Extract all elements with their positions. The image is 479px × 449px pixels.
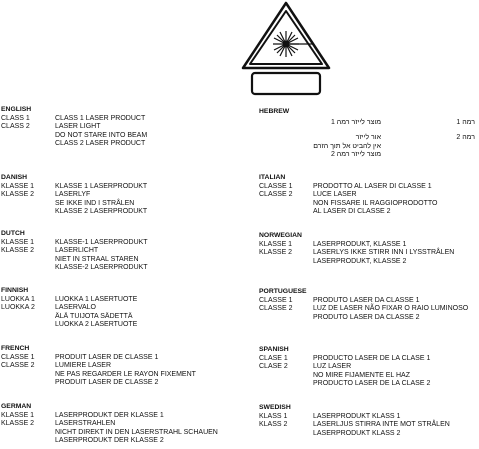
class-row — [259, 119, 475, 128]
class-row — [259, 297, 468, 306]
class-label: KLASSE 2 — [1, 247, 35, 255]
class-row — [259, 305, 468, 322]
class-label: CLASSE 1 — [1, 353, 35, 361]
class-row — [1, 296, 137, 305]
class-label: LUOKKA 1 — [1, 295, 35, 303]
class-text: KLASSE 2 LASERPRODUKT — [55, 208, 148, 216]
class-text: LUOKKA 1 LASERTUOTE — [55, 295, 138, 303]
class-text: LASERPRODUKT, KLASSE 2 — [313, 257, 407, 265]
class-text: NO MIRE FIJAMENTE EL HAZ — [313, 371, 410, 379]
lang-danish — [1, 174, 147, 217]
class-text: LUOKKA 2 LASERTUOTE — [55, 321, 138, 329]
class-label: CLASS 1 — [1, 114, 30, 122]
lang-title: HEBREW — [259, 108, 290, 115]
class-text: LASER LIGHT — [55, 123, 101, 131]
class-text: AL LASER DI CLASSE 2 — [313, 208, 391, 216]
class-row — [1, 191, 147, 217]
class-text: SE IKKE IND I STRÅLEN — [55, 199, 135, 207]
class-text: PRODUIT LASER DE CLASSE 2 — [55, 379, 159, 387]
class-text: LASERLYF — [55, 191, 91, 199]
class-row — [1, 420, 218, 446]
class-label: LUOKKA 2 — [1, 304, 35, 312]
class-text: LASERPRODUKT KLASS 1 — [313, 412, 401, 420]
class-row — [259, 355, 430, 364]
class-text: LASERLJUS STIRRA INTE MOT STRÅLEN — [313, 421, 450, 429]
lang-title: ENGLISH — [1, 106, 32, 113]
class-label: KLASSE 2 — [1, 191, 35, 199]
lang-french — [1, 345, 196, 388]
class-row — [1, 247, 148, 273]
class-row — [259, 134, 475, 160]
class-text: PRODUTO LASER DA CLASSE 2 — [313, 313, 420, 321]
laser-warning-triangle-icon — [238, 0, 334, 98]
class-label: CLASS 2 — [1, 123, 30, 131]
class-row — [259, 241, 454, 250]
class-row — [1, 354, 196, 363]
class-label: CLASSE 2 — [259, 305, 293, 313]
class-label: KLASSE 2 — [1, 420, 35, 428]
class-label: רמה 2 — [456, 134, 475, 142]
class-row — [1, 123, 147, 149]
lang-title: DUTCH — [1, 230, 25, 237]
class-text: ÄLÄ TUIJOTA SÄDETTÄ — [55, 312, 133, 320]
lang-german — [1, 403, 218, 446]
class-text: LUMIERE LASER — [55, 362, 112, 370]
lang-title: DANISH — [1, 174, 28, 181]
class-text: LASERPRODUKT DER KLASSE 2 — [55, 437, 164, 445]
class-text: LASERVALO — [55, 304, 96, 312]
class-label: KLASSE 1 — [1, 411, 35, 419]
lang-title: FRENCH — [1, 345, 30, 352]
class-row — [1, 362, 196, 388]
class-text: LUZ LASER — [313, 363, 352, 371]
class-text: DO NOT STARE INTO BEAM — [55, 131, 148, 139]
class-text: LASERPRODUKT, KLASSE 1 — [313, 240, 407, 248]
class-row — [259, 421, 450, 438]
class-row — [1, 239, 148, 248]
class-label: KLASSE 1 — [1, 238, 35, 246]
lang-title: SWEDISH — [259, 404, 291, 411]
class-label: CLASSE 2 — [1, 362, 35, 370]
lang-english — [1, 106, 147, 149]
class-text: PRODUTO LASER DA CLASSE 1 — [313, 296, 420, 304]
lang-title: GERMAN — [1, 403, 32, 410]
class-label: KLASSE 2 — [259, 249, 293, 257]
lang-title: FINNISH — [1, 287, 29, 294]
lang-title: PORTUGUESE — [259, 288, 307, 295]
class-row — [259, 183, 437, 192]
class-row — [1, 183, 147, 192]
class-text: מוצר לייזר רמה 2 — [330, 151, 381, 159]
class-text: LUZ DE LASER NÃO FIXAR O RAIO LUMINOSO — [313, 305, 469, 313]
class-label: KLASSE 1 — [259, 240, 293, 248]
class-text: NE PAS REGARDER LE RAYON FIXEMENT — [55, 370, 196, 378]
class-row — [259, 249, 454, 266]
lang-italian — [259, 174, 437, 217]
class-text: LASERSTRAHLEN — [55, 420, 116, 428]
class-text: CLASS 2 LASER PRODUCT — [55, 140, 146, 148]
class-label: CLASSE 1 — [259, 182, 293, 190]
lang-dutch — [1, 230, 148, 273]
label-box — [252, 73, 320, 94]
class-text: LASERPRODUKT DER KLASSE 1 — [55, 411, 164, 419]
class-text: מוצר לייזר רמה 1 — [330, 118, 381, 126]
class-row — [259, 413, 450, 422]
class-label: רמה 1 — [456, 118, 475, 126]
lang-title: SPANISH — [259, 346, 289, 353]
lang-finnish — [1, 287, 137, 330]
class-text: CLASS 1 LASER PRODUCT — [55, 114, 146, 122]
class-row — [1, 115, 147, 124]
class-text: אור לייזר — [355, 134, 381, 142]
class-text: KLASSE 1 LASERPRODUKT — [55, 182, 148, 190]
class-text: PRODUIT LASER DE CLASSE 1 — [55, 353, 159, 361]
class-label: CLASSE 2 — [259, 191, 293, 199]
class-text: NON FISSARE IL RAGGIOPRODOTTO — [313, 199, 438, 207]
lang-spanish — [259, 346, 430, 389]
class-label: KLASSE 1 — [1, 182, 35, 190]
class-text: PRODOTTO AL LASER DI CLASSE 1 — [313, 182, 432, 190]
class-row — [259, 191, 437, 217]
lang-portuguese — [259, 288, 468, 322]
class-text: LASERPRODUKT KLASS 2 — [313, 429, 401, 437]
class-text: PRODUCTO LASER DE LA CLASE 2 — [313, 380, 431, 388]
class-text: KLASSE-2 LASERPRODUKT — [55, 264, 148, 272]
class-row — [259, 363, 430, 389]
class-label: CLASSE 1 — [259, 296, 293, 304]
class-text: LASERLICHT — [55, 247, 99, 255]
lang-hebrew — [259, 108, 475, 160]
class-label: KLASS 1 — [259, 412, 288, 420]
class-label: CLASE 1 — [259, 354, 288, 362]
class-text: KLASSE-1 LASERPRODUKT — [55, 238, 148, 246]
class-text: PRODUCTO LASER DE LA CLASE 1 — [313, 354, 431, 362]
class-label: KLASS 2 — [259, 421, 288, 429]
class-text: LASERLYS IKKE STIRR INN I LYSSTRÅLEN — [313, 249, 455, 257]
class-row — [1, 304, 137, 330]
lang-swedish — [259, 404, 450, 438]
class-text: NIET IN STRAAL STAREN — [55, 255, 139, 263]
class-label: CLASE 2 — [259, 363, 288, 371]
class-text: אין להביט אל תוך הזרם — [313, 142, 381, 150]
class-text: NICHT DIREKT IN DEN LASERSTRAHL SCHAUEN — [55, 428, 218, 436]
lang-title: ITALIAN — [259, 174, 286, 181]
class-text: LUCE LASER — [313, 191, 357, 199]
lang-norwegian — [259, 232, 454, 266]
lang-title: NORWEGIAN — [259, 232, 302, 239]
class-row — [1, 412, 218, 421]
